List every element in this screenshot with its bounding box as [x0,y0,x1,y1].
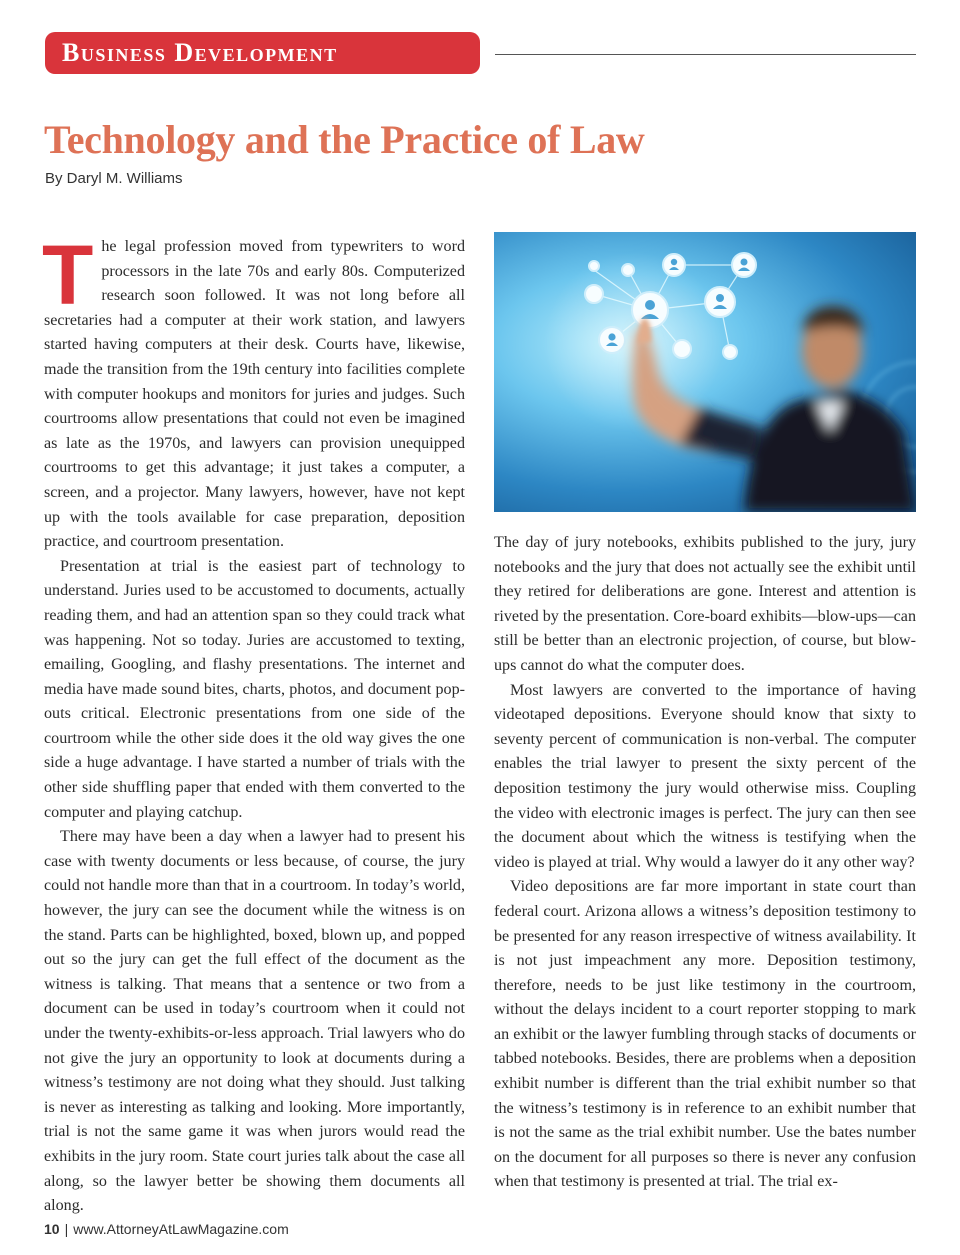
paragraph-text: he legal profession moved from typewriters to word processors in the late 70s and early 80s. Computerized research soon followed. It was not long before all secretaries had a computer at their work station, and lawyers started having computers at their desk. Courts have, likewise, made the transition from the 19th century into facilities complete with computer hookups and monitors for juries and judges. Such courtrooms allow presentations that could not even be imagined as late as the 1970s, and lawyers can provision unequipped courtrooms to get this advantage; it just takes a computer, a screen, and a projector. Many lawyers, however, have not kept up with the tools available for case preparation, deposition practice, and courtroom presentation. [44,238,465,551]
person-network-icon [723,345,737,359]
person-network-icon [585,285,603,303]
page-footer [44,1221,289,1237]
person-network-icon [673,340,691,358]
paragraph: Presentation at trial is the easiest part of technology to understand. Juries used to be accustomed to documents, actually reading them, and had an attention span so they could track what was happening. Not so today. Juries are accustomed to texting, emailing, Googling, and flashy presentations. The internet and media have made sound bites, charts, photos, and document pop-outs critical. Electronic presentations from one side of the courtroom while the other side does it the old way gives the one side a huge advantage. I have started a number of trials with the other side shuffling paper that ended with them converted to the computer and playing catchup. [44,557,465,821]
person-network-icon [632,292,668,328]
right-column [494,531,916,1195]
paragraph: Most lawyers are converted to the importance of having videotaped depositions. Everyone should know that sixty to seventy percent of communication is non-verbal. The computer enables the trial lawyer to present the sixty percent of the deposition testimony the jury would otherwise miss. Coupling the video with electronic images is perfect. The jury can then see the document about which the witness is testifying when the video is played at trial. Why would a lawyer do it any other way? [494,681,916,871]
footer-separator: | [64,1221,69,1237]
section-banner: Business Development [45,32,480,74]
article-photo [494,232,916,512]
footer-website: www.AttorneyAtLawMagazine.com [73,1221,289,1237]
paragraph: Video depositions are far more important in state court than federal court. Arizona allows a witness’s deposition testimony to be presented for any reason irrespective of witness availability. It is not just impeachment any more. Deposition testimony, therefore, needs to be just like testimony in the courtroom, without the delays incident to a court reporter stopping to mark an exhibit or the lawyer fumbling through stacks of documents or tabbed notebooks. Besides, there are problems when a deposition exhibit number is different than the trial exhibit number so that the witness’s testimony is in reference to an exhibit number that is not the same as the trial exhibit number. Use the bates number on the document for all purposes so there is never any confusion when that testimony is presented at trial. The trial ex- [494,878,916,1191]
header-rule [495,54,916,55]
person-network-icon [732,253,756,277]
photo-illustration [494,232,916,512]
person-network-icon [705,287,735,317]
person-network-icon [589,261,599,271]
dropcap: T [42,228,94,322]
person-network-icon [622,264,634,276]
page-number: 10 [44,1221,60,1237]
person-network-icon [663,254,685,276]
byline: By Daryl M. Williams [45,170,183,187]
paragraph: There may have been a day when a lawyer had to present his case with twenty documents or less because, of course, the jury could not handle more than that in a courtroom. In today’s world, however, the jury can see the document while the witness is on the stand. Parts can be highlighted, boxed, blown up, and popped out so the jury can get the full effect of the document as the witness is talking. That means that a sentence or two from a document can be used in today’s courtroom when it could not under the twenty-exhibits-or-less approach. Trial lawyers who do not give the jury an opportunity to look at documents during a witness’s testimony are not doing what they should. Just talking is never as interesting as talking and looking. More importantly, trial is not the same game it was when jurors would read the exhibits in the jury room. State court juries talk about the case all along, so the lawyer better be showing them documents all along. [44,828,465,1215]
paragraph [42,228,465,555]
person-network-icon [599,327,625,353]
left-column [42,228,465,1219]
paragraph: The day of jury notebooks, exhibits published to the jury, jury notebooks and the jury that does not actually see the exhibit until they retired for deliberations are gone. Interest and attention is riveted by the presentation. Core-board exhibits—blow-ups—can still be better than an electronic projection, of course, but blow-ups cannot do what the computer does. [494,534,916,674]
article-title: Technology and the Practice of Law [44,117,645,162]
